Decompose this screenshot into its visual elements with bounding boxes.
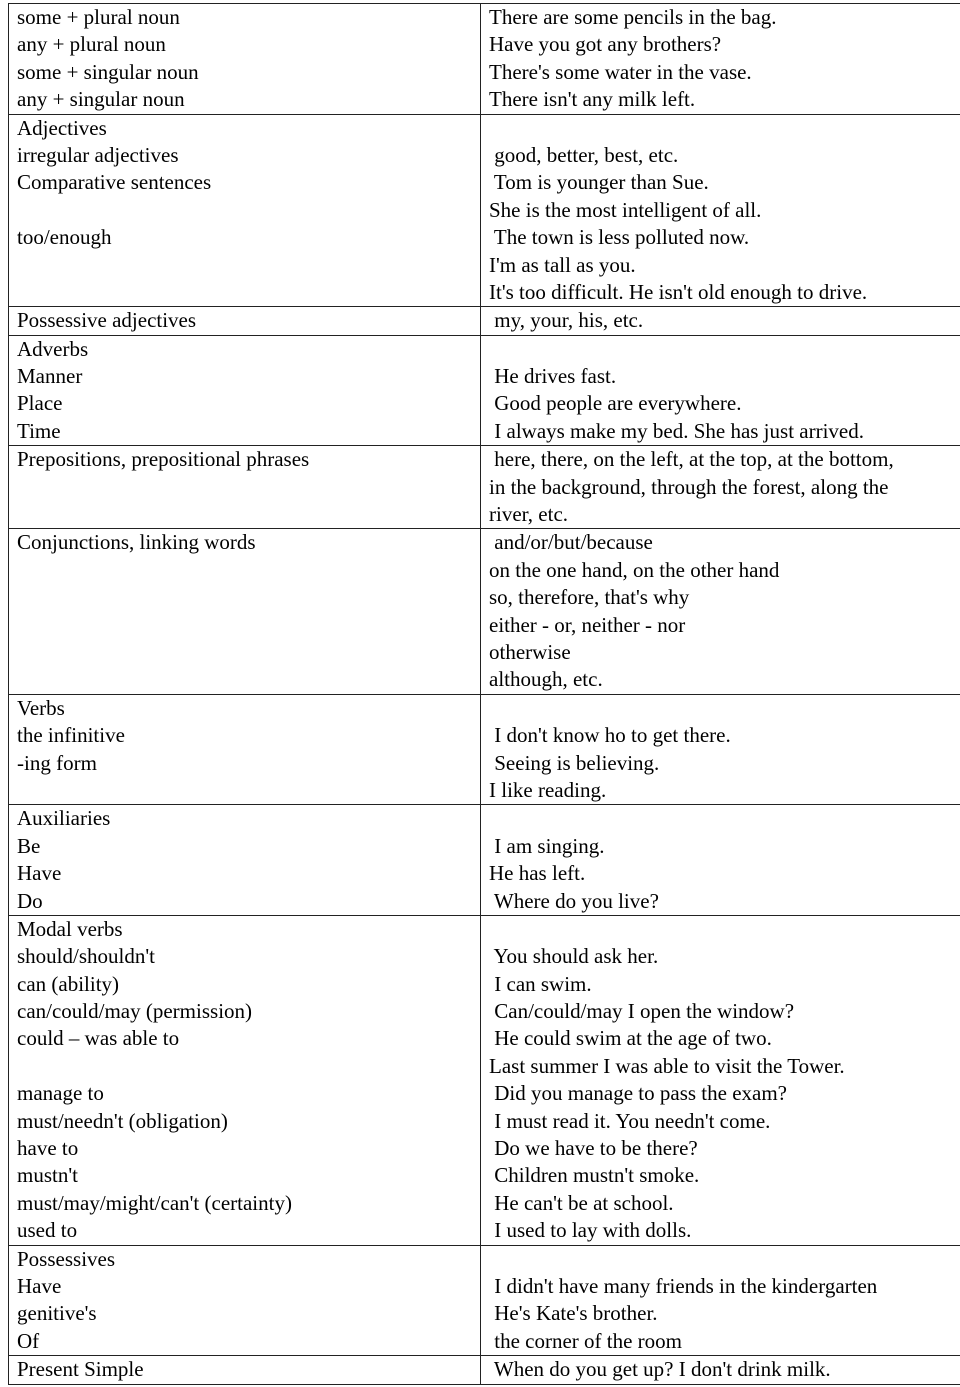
topic-line: any + plural noun [17, 32, 166, 57]
table-row [9, 529, 960, 694]
topic-line [17, 1053, 480, 1080]
topic-line: some + plural noun [17, 5, 180, 29]
table-row [9, 4, 960, 115]
example-line: She is the most intelligent of all. [489, 197, 762, 222]
example-line: otherwise [489, 639, 571, 664]
example-line: Have you got any brothers? [489, 32, 722, 57]
example-line: There isn't any milk left. [489, 87, 696, 112]
topic-line: have to [17, 1136, 79, 1161]
example-line: There's some water in the vase. [489, 59, 752, 84]
example-line: He's Kate's brother. [489, 1301, 658, 1326]
example-line: When do you get up? I don't drink milk. [489, 1357, 831, 1382]
topic-cell [9, 1356, 481, 1384]
example-cell [481, 915, 960, 1245]
topic-line [17, 557, 480, 584]
topic-line: genitive's [17, 1301, 97, 1326]
example-line: in the background, through the forest, along the [489, 474, 889, 499]
topic-line: Have [17, 1273, 62, 1298]
table-row [9, 307, 960, 335]
topic-line [17, 612, 480, 639]
table-row [9, 335, 960, 446]
topic-line: must/needn't (obligation) [17, 1108, 228, 1133]
example-line: I didn't have many friends in the kindergarten [489, 1273, 878, 1298]
table-row [9, 694, 960, 805]
example-line: Can/could/may I open the window? [489, 999, 795, 1024]
topic-line: Conjunctions, linking words [17, 530, 256, 555]
topic-cell [9, 446, 481, 529]
topic-cell [9, 1245, 481, 1356]
example-line: Where do you live? [489, 888, 659, 913]
topic-line: Auxiliaries [17, 806, 111, 831]
topic-cell [9, 307, 481, 335]
topic-line: irregular adjectives [17, 142, 179, 167]
topic-cell [9, 915, 481, 1245]
topic-line: Modal verbs [17, 916, 123, 941]
topic-line: can/could/may (permission) [17, 999, 253, 1024]
topic-line: -ing form [17, 750, 97, 775]
example-line [489, 695, 960, 722]
topic-line: Adverbs [17, 336, 89, 361]
example-line: here, there, on the left, at the top, at the bottom, [489, 447, 894, 472]
example-line: on the one hand, on the other hand [489, 557, 780, 582]
topic-cell [9, 805, 481, 916]
table-row [9, 805, 960, 916]
topic-line: Place [17, 391, 63, 416]
example-line: I always make my bed. She has just arrived. [489, 418, 864, 443]
topic-line [17, 279, 480, 306]
topic-line: Have [17, 861, 62, 886]
topic-line: Possessives [17, 1246, 116, 1271]
example-line: Seeing is believing. [489, 750, 660, 775]
topic-line [17, 197, 480, 224]
example-line: so, therefore, that's why [489, 585, 690, 610]
example-cell [481, 335, 960, 446]
example-line: Did you manage to pass the exam? [489, 1081, 787, 1106]
example-line: I like reading. [489, 777, 607, 802]
example-line: I am singing. [489, 833, 605, 858]
example-line: I don't know ho to get there. [489, 723, 731, 748]
topic-cell [9, 694, 481, 805]
topic-line: can (ability) [17, 971, 120, 996]
topic-line: should/shouldn't [17, 944, 155, 969]
topic-cell [9, 4, 481, 115]
topic-cell [9, 529, 481, 694]
example-cell [481, 4, 960, 115]
topic-line: any + singular noun [17, 87, 185, 112]
topic-line: Prepositions, prepositional phrases [17, 447, 310, 472]
topic-line [17, 584, 480, 611]
example-line: good, better, best, etc. [489, 142, 679, 167]
table-row [9, 446, 960, 529]
topic-line: Adjectives [17, 115, 107, 140]
example-cell [481, 446, 960, 529]
example-line [489, 115, 960, 142]
topic-line: too/enough [17, 225, 112, 250]
topic-line: Verbs [17, 695, 65, 720]
example-line [489, 336, 960, 363]
topic-line: Possessive adjectives [17, 308, 197, 333]
example-line: The town is less polluted now. [489, 225, 750, 250]
example-line: He has left. [489, 861, 586, 886]
example-line: You should ask her. [489, 944, 659, 969]
example-line: Tom is younger than Sue. [489, 170, 709, 195]
table-row [9, 915, 960, 1245]
example-cell [481, 1245, 960, 1356]
topic-line: Be [17, 833, 41, 858]
topic-cell [9, 335, 481, 446]
topic-line: mustn't [17, 1163, 78, 1188]
example-cell [481, 307, 960, 335]
topic-cell [9, 114, 481, 307]
example-line: I'm as tall as you. [489, 252, 636, 277]
topic-line: Do [17, 888, 43, 913]
example-line: Do we have to be there? [489, 1136, 698, 1161]
example-line [489, 1246, 960, 1273]
example-line: I must read it. You needn't come. [489, 1108, 771, 1133]
example-line: my, your, his, etc. [489, 308, 644, 333]
example-line: It's too difficult. He isn't old enough to drive. [489, 279, 868, 304]
topic-line: used to [17, 1218, 78, 1243]
table-row [9, 1245, 960, 1356]
topic-line: the infinitive [17, 723, 125, 748]
topic-line: Of [17, 1328, 40, 1353]
example-line: and/or/but/because [489, 530, 653, 555]
topic-line: manage to [17, 1081, 104, 1106]
example-cell [481, 114, 960, 307]
example-line: I can swim. [489, 971, 592, 996]
example-line: I used to lay with dolls. [489, 1218, 692, 1243]
topic-line: must/may/might/can't (certainty) [17, 1190, 292, 1215]
topic-line [17, 501, 480, 528]
example-cell [481, 1356, 960, 1384]
example-cell [481, 529, 960, 694]
topic-line [17, 252, 480, 279]
table-row [9, 114, 960, 307]
example-line: either - or, neither - nor [489, 612, 686, 637]
example-line: He could swim at the age of two. [489, 1026, 772, 1051]
topic-line: Time [17, 418, 61, 443]
table-body [9, 4, 960, 1385]
example-line: Good people are everywhere. [489, 391, 742, 416]
example-cell [481, 694, 960, 805]
topic-line: could – was able to [17, 1026, 180, 1051]
example-line: He drives fast. [489, 364, 617, 389]
topic-line [17, 666, 480, 693]
example-line: Last summer I was able to visit the Tower. [489, 1053, 845, 1078]
topic-line [17, 474, 480, 501]
topic-line: Present Simple [17, 1357, 144, 1382]
example-line: although, etc. [489, 667, 603, 692]
example-line [489, 805, 960, 832]
example-line: Children mustn't smoke. [489, 1163, 700, 1188]
example-line: the corner of the room [489, 1328, 683, 1353]
example-line: He can't be at school. [489, 1190, 674, 1215]
topic-line: Manner [17, 364, 83, 389]
topic-line: Comparative sentences [17, 170, 212, 195]
example-line [489, 916, 960, 943]
table-row [9, 1356, 960, 1384]
topic-line: some + singular noun [17, 59, 199, 84]
example-line: There are some pencils in the bag. [489, 5, 777, 29]
example-line: river, etc. [489, 502, 569, 527]
topic-line [17, 639, 480, 666]
example-cell [481, 805, 960, 916]
grammar-table [8, 3, 960, 1385]
